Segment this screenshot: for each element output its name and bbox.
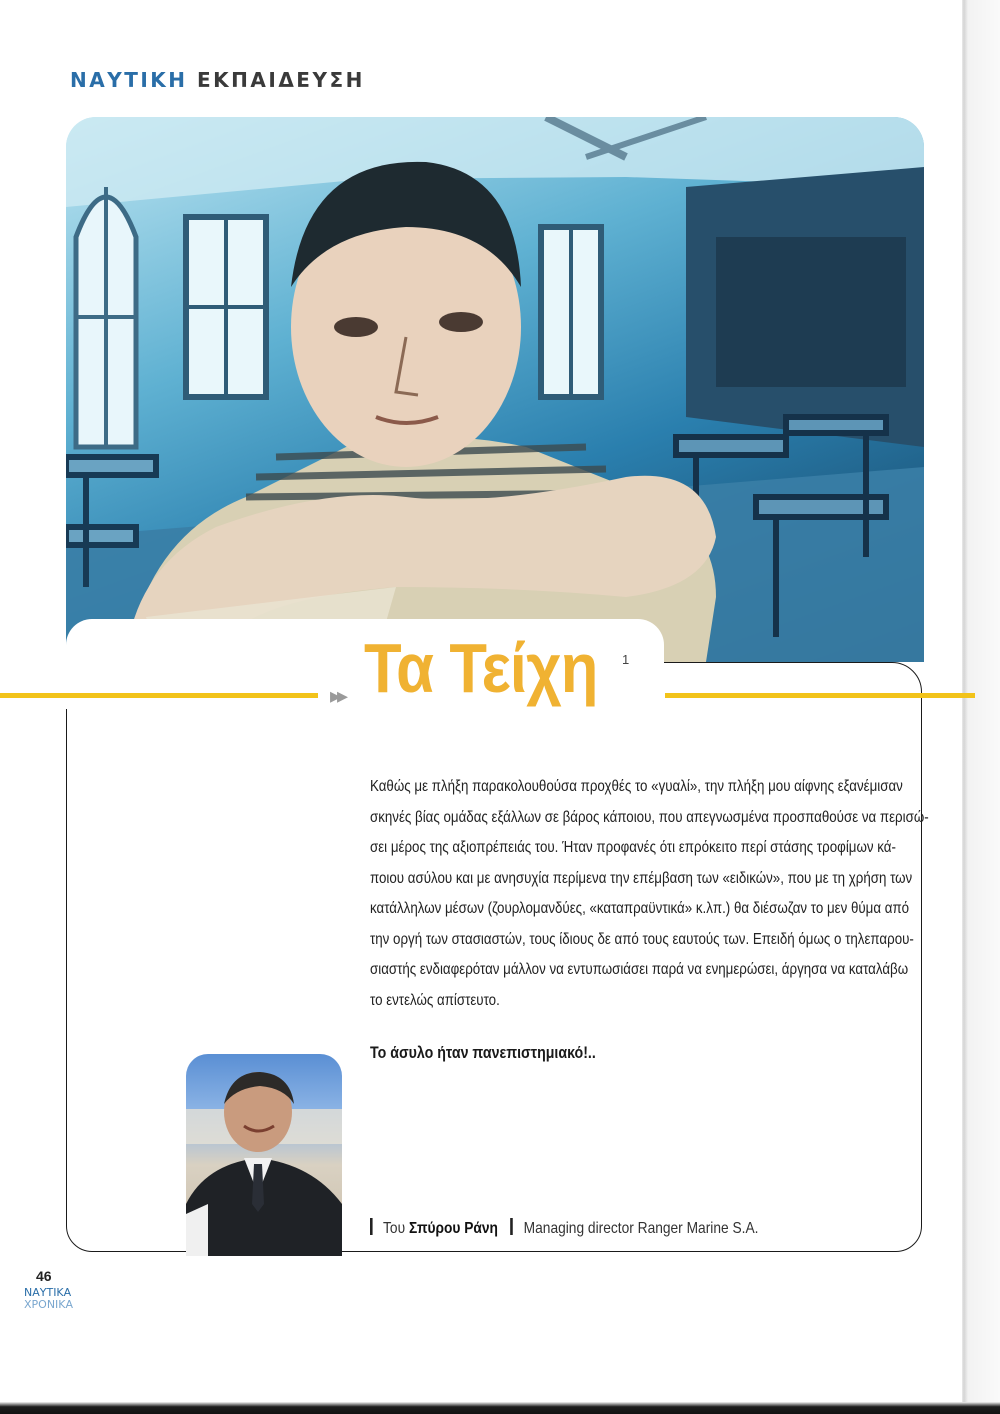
- article-conclusion: Το άσυλο ήταν πανεπιστημιακό!..: [370, 1044, 596, 1062]
- title-rule-right: [665, 693, 975, 698]
- body-line: σει μέρος της αξιοπρέπειάς του. Ήταν προφανές ότι επρόκειτο περί στάσης τροφίμων κά-: [370, 839, 896, 856]
- section-header: [70, 68, 365, 92]
- magazine-logo: [24, 1287, 73, 1311]
- title-footnote-marker: 1: [622, 652, 630, 667]
- byline-prefix: Του: [383, 1220, 406, 1237]
- section-header-part1: ΝΑΥΤΙΚΗ: [70, 68, 188, 92]
- page-number: 46: [36, 1268, 52, 1284]
- body-line: το εντελώς απίστευτο.: [370, 991, 500, 1009]
- article-title: Τα Τείχη: [364, 629, 598, 707]
- body-line: την οργή των στασιαστών, τους ίδιους δε από τους εαυτούς των. Επειδή όμως ο τηλεπαρου-: [370, 930, 914, 948]
- byline-author: Σπύρου Ράνη: [408, 1220, 498, 1237]
- double-chevron-icon: ▸▸: [330, 684, 345, 709]
- section-header-part2: ΕΚΠΑΙΔΕΥΣΗ: [197, 68, 365, 92]
- magazine-logo-line2: ΧΡΟΝΙΚΑ: [24, 1298, 74, 1311]
- body-line: σιαστής ενδιαφερόταν μάλλον να εντυπωσιάσει παρά να ενημερώσει, άργησα να καταλάβω: [370, 961, 909, 978]
- body-line: ποιου ασύλου και με ανησυχία περίμενα την επέμβαση των «ειδικών», που με τη χρήση των: [370, 869, 913, 887]
- byline-divider: [370, 1218, 373, 1235]
- byline-divider: [510, 1218, 513, 1235]
- hero-photo: [66, 117, 924, 662]
- body-line: σκηνές βίας ομάδας εξάλλων σε βάρος κάποιου, που απεγνωσμένα προσπαθούσε να περισώ-: [370, 808, 929, 826]
- scan-edge: [962, 0, 1000, 1414]
- body-line: Καθώς με πλήξη παρακολουθούσα προχθές το «γυαλί», την πλήξη μου αίφνης εξανέμισαν: [370, 778, 903, 795]
- byline: [370, 1218, 758, 1238]
- title-rule-left: [0, 693, 318, 698]
- body-line: κατάλληλων μέσων (ζουρλομανδύες, «καταπραϋντικά» κ.λπ.) θα διέσωζαν το μεν θύμα από: [370, 900, 910, 917]
- magazine-logo-line1: ΝΑΥΤΙΚΑ: [24, 1286, 72, 1299]
- byline-role: Managing director Ranger Marine S.A.: [523, 1220, 759, 1237]
- scan-edge-bottom: [0, 1402, 1000, 1414]
- article-body: [370, 772, 929, 1016]
- author-photo: [186, 1054, 342, 1256]
